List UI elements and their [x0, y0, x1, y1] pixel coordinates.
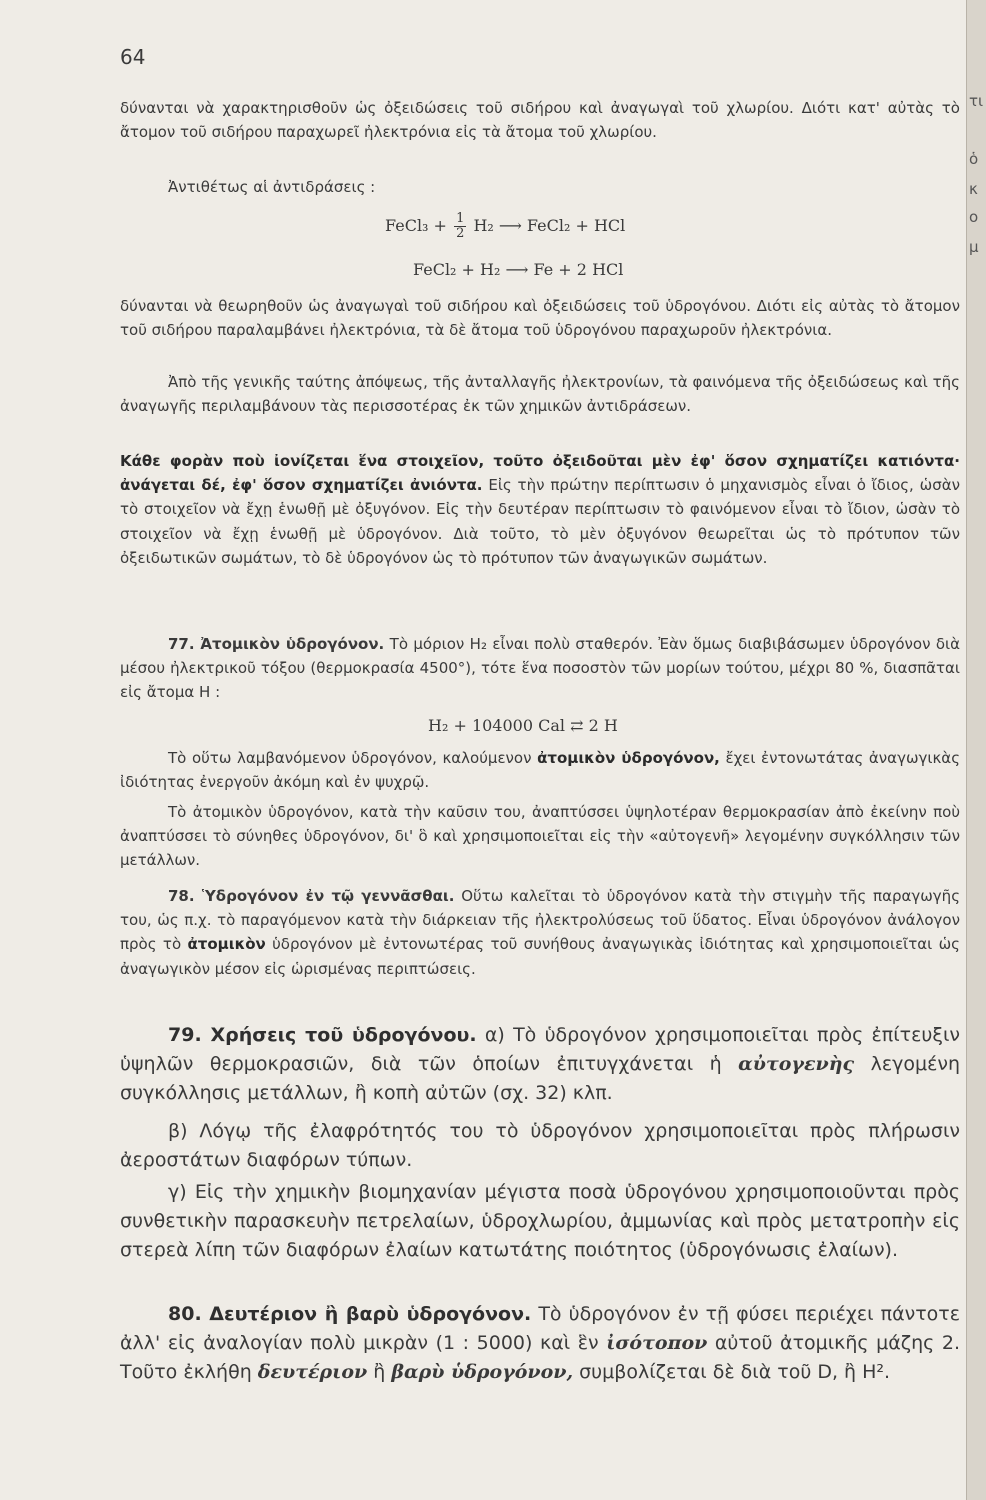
paragraph-4 [120, 370, 960, 418]
italic-term: δευτέριον [257, 1361, 368, 1383]
paragraph-9 [120, 1178, 960, 1265]
bold-statement: Κάθε φορὰν ποὺ ἰονίζεται ἕνα στοιχεῖον, τοῦτο ὀξειδοῦται μὲν ἐφ' ὅσον σχηματίζει κατιόντα· ἀνάγεται δέ, ἐφ' ὅσον σχηματίζει ἀνιόντα. [120, 452, 960, 495]
paragraph-8 [120, 1117, 960, 1175]
paragraph-text: ἔχει ἐντονωτάτας ἀναγωγικὰς ἰδιότητας ἐνεργοῦν ἀκόμη καὶ ἐν ψυχρῷ. [120, 749, 960, 792]
bold-term: ἀτομικὸν ὑδρογόνον, [537, 749, 720, 767]
fraction-denominator: 2 [456, 226, 465, 241]
section-heading: 79. Χρήσεις τοῦ ὑδρογόνου. [168, 1024, 477, 1046]
equation-left: FeCl₃ + [385, 216, 447, 235]
paragraph [120, 632, 960, 705]
paragraph-3 [120, 294, 960, 342]
italic-term: αὐτογενὴς [738, 1053, 855, 1075]
paragraph-text: συμβολίζεται δὲ διὰ τοῦ D, ἢ H². [573, 1361, 891, 1383]
section-heading: 78. Ὑδρογόνον ἐν τῷ γεννᾶσθαι. [168, 887, 455, 905]
section-heading: 80. Δευτέριον ἢ βαρὺ ὑδρογόνον. [168, 1303, 532, 1325]
equation-2: FeCl₂ + H₂ ⟶ Fe + 2 HCl [413, 260, 624, 279]
section-heading: 77. Ἀτομικὸν ὑδρογόνον. [168, 635, 385, 653]
bold-term: ἀτομικὸν [187, 935, 266, 954]
section-78 [120, 884, 960, 981]
paragraph: δύνανται νὰ θεωρηθοῦν ὡς ἀναγωγαὶ τοῦ σιδήρου καὶ ὀξειδώσεις τοῦ ὑδρογόνου. Διότι εἰς αὐτὰς τὸ ἄτομον τοῦ σιδήρου παραλαμβάνει ἠλεκτρόνια, τὰ δὲ ἄτομα τοῦ ὑδρογόνου παραχωροῦν ἠλεκτρόνια. [120, 297, 960, 340]
section-79 [120, 1021, 960, 1108]
paragraph: Τὸ ἀτομικὸν ὑδρογόνον, κατὰ τὴν καῦσιν του, ἀναπτύσσει ὑψηλοτέραν θερμοκρασίαν ἀπὸ ἐκείνην ποὺ ἀναπτύσσει τὸ σύνηθες ὑδρογόνον, δι' ὃ καὶ χρησιμοποιεῖται εἰς τὴν «αὐτογενῆ» λεγομένην συγκόλλησιν τῶν μετάλλων. [120, 803, 960, 870]
equation-right: H₂ ⟶ FeCl₂ + HCl [473, 216, 626, 235]
paragraph-text: λεγομένη συγκόλλησις μετάλλων, ἢ κοπὴ αὐτῶν (σχ. 32) κλπ. [120, 1053, 960, 1104]
section-77 [120, 632, 960, 705]
paragraph-text: ἢ [367, 1361, 392, 1383]
paragraph [120, 884, 960, 981]
paragraph-5 [120, 449, 960, 570]
paragraph-text: Τὸ μόριον H₂ εἶναι πολὺ σταθερόν. Ἐὰν ὅμως διαβιβάσωμεν ὑδρογόνον διὰ μέσου ἠλεκτρικοῦ τόξου (θερμοκρασία 4500°), τότε ἕνα ποσοστὸν τῶν μορίων τούτου, μέχρι 80 %, διασπᾶται εἰς ἄτομα H : [120, 635, 960, 702]
paragraph-6 [120, 746, 960, 794]
edge-fragment: κ [969, 180, 978, 198]
paragraph [120, 1021, 960, 1108]
paragraph: δύνανται νὰ χαρακτηρισθοῦν ὡς ὀξειδώσεις τοῦ σιδήρου καὶ ἀναγωγαὶ τοῦ χλωρίου. Διότι κατ' αὐτὰς τὸ ἄτομον τοῦ σιδήρου παραχωρεῖ ἠλεκτρόνια εἰς τὰ ἄτομα τοῦ χλωρίου. [120, 99, 960, 142]
section-80 [120, 1300, 960, 1387]
reactions-intro [120, 175, 960, 199]
paragraph: Ἀντιθέτως αἱ ἀντιδράσεις : [168, 178, 376, 196]
paragraph [120, 449, 960, 570]
paragraph-text: Τὸ οὕτω λαμβανόμενον ὑδρογόνον, καλούμενον [168, 749, 538, 767]
paragraph-text: Οὕτω καλεῖται τὸ ὑδρογόνον κατὰ τὴν στιγμὴν τῆς παραγωγῆς του, ὡς π.χ. τὸ παραγόμενον κατὰ τὴν διάρκειαν τῆς ἠλεκτρολύσεως τοῦ ὕδατος. Εἶναι ὑδρογόνον ἀνάλογον πρὸς τὸ [120, 887, 960, 954]
fraction-numerator: 1 [456, 211, 465, 226]
paragraph-text: Τὸ ὑδρογόνον ἐν τῇ φύσει περιέχει πάντοτε ἀλλ' εἰς ἀναλογίαν πολὺ μικρὰν (1 : 5000) καὶ ἓν [120, 1303, 961, 1354]
page-number: 64 [120, 45, 146, 69]
italic-term: ἰσότοπον [606, 1332, 708, 1354]
facing-page-edge [966, 0, 986, 1500]
paragraph-text: Εἰς τὴν πρώτην περίπτωσιν ὁ μηχανισμὸς εἶναι ὁ ἴδιος, ὡσὰν τὸ στοιχεῖον νὰ ἔχῃ ἑνωθῇ μὲ ὀξυγόνον. Εἰς τὴν δευτέραν περίπτωσιν τὸ φαινόμενον εἶναι τὸ ἴδιον, ὡσὰν τὸ στοιχεῖον νὰ ἔχῃ ἑνωθῇ μὲ ὑδρογόνον. Διὰ τοῦτο, τὸ μὲν ὀξυγόνον θεωρεῖται ὡς τὸ πρότυπον τῶν ὀξειδωτικῶν σωμάτων, τὸ δὲ ὑδρογόνον ὡς τὸ πρότυπον τῶν ἀναγωγικῶν σωμάτων. [120, 476, 960, 567]
paragraph-7 [120, 800, 960, 873]
equation-3: H₂ + 104000 Cal ⇄ 2 H [428, 716, 618, 735]
intro-paragraph [120, 96, 960, 144]
paragraph-text: ὑδρογόνον μὲ ἐντονωτέρας τοῦ συνήθους ἀναγωγικὰς ἰδιότητας καὶ χρησιμοποιεῖται ὡς ἀναγωγικὸν μέσον εἰς ὡρισμένας περιπτώσεις. [120, 935, 960, 978]
paragraph [120, 1300, 960, 1387]
equation-1 [385, 212, 625, 241]
edge-fragment: ὁ [969, 150, 979, 168]
paragraph: Ἀπὸ τῆς γενικῆς ταύτης ἀπόψεως, τῆς ἀνταλλαγῆς ἠλεκτρονίων, τὰ φαινόμενα τῆς ὀξειδώσεως καὶ τῆς ἀναγωγῆς περιλαμβάνουν τὰς περισσοτέρας ἐκ τῶν χημικῶν ἀντιδράσεων. [120, 373, 960, 416]
paragraph-text: αὐτοῦ ἀτομικῆς μάζης 2. Τοῦτο ἐκλήθη [120, 1332, 960, 1383]
paragraph: γ) Εἰς τὴν χημικὴν βιομηχανίαν μέγιστα ποσὰ ὑδρογόνου χρησιμοποιοῦνται πρὸς συνθετικὴν παρασκευὴν πετρελαίων, ὑδροχλωρίου, ἀμμωνίας καὶ πρὸς μετατροπὴν εἰς στερεὰ λίπη τῶν διαφόρων ἐλαίων κατωτάτης ποιότητος (ὑδρογόνωσις ἐλαίων). [120, 1181, 960, 1261]
paragraph [120, 746, 960, 794]
edge-fragment: ο [969, 208, 979, 226]
edge-fragment: μ [969, 238, 979, 256]
paragraph-text: α) Τὸ ὑδρογόνον χρησιμοποιεῖται πρὸς ἐπίτευξιν ὑψηλῶν θερμοκρασιῶν, διὰ τῶν ὁποίων ἐπιτυγχάνεται ἡ [120, 1024, 960, 1075]
italic-term: βαρὺ ὑδρογόνον, [391, 1361, 574, 1383]
paragraph: β) Λόγῳ τῆς ἐλαφρότητός του τὸ ὑδρογόνον χρησιμοποιεῖται πρὸς πλήρωσιν ἀεροστάτων διαφόρων τύπων. [120, 1120, 960, 1171]
edge-fragment: τι [969, 92, 984, 110]
fraction [454, 212, 466, 241]
